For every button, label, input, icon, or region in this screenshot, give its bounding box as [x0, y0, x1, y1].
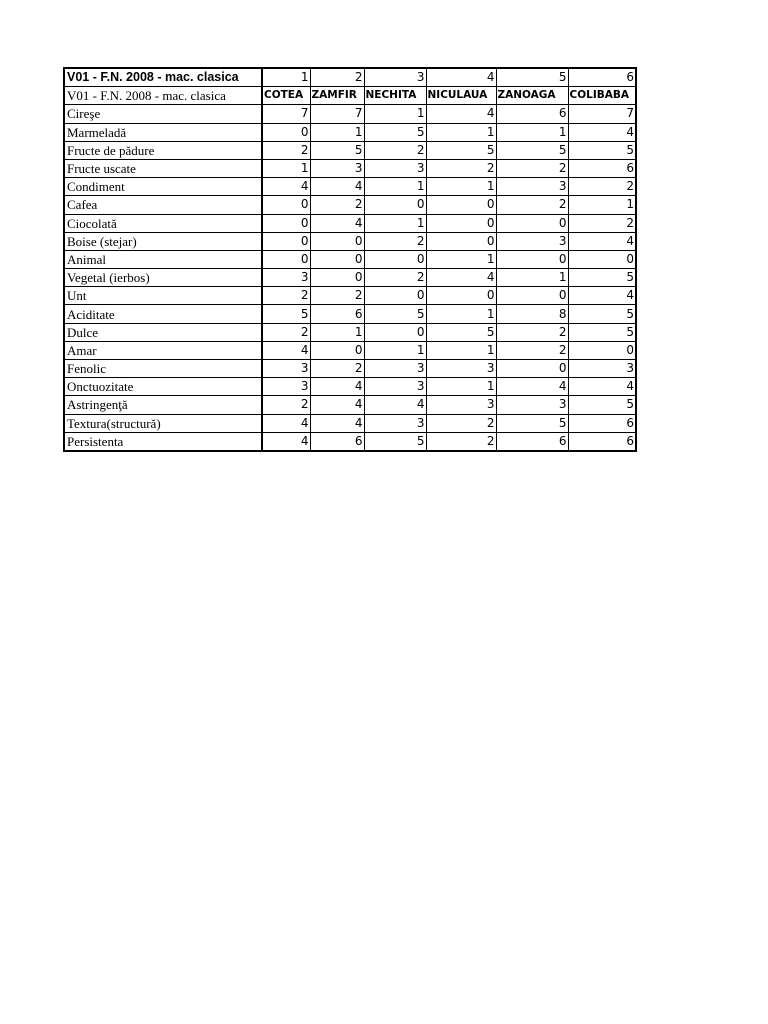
score-cell[interactable]: 3	[364, 159, 426, 177]
score-cell[interactable]: 0	[426, 214, 496, 232]
table-row	[64, 178, 636, 196]
header-zanoaga[interactable]: ZANOAGA	[496, 87, 568, 105]
score-cell[interactable]: 4	[310, 178, 364, 196]
score-cell[interactable]: 2	[426, 159, 496, 177]
score-cell[interactable]: 0	[310, 269, 364, 287]
score-cell[interactable]: 2	[310, 196, 364, 214]
score-cell[interactable]: 0	[496, 360, 568, 378]
score-cell[interactable]: 0	[364, 287, 426, 305]
row-label[interactable]: Persistenta	[64, 432, 262, 451]
table-row	[64, 159, 636, 177]
score-cell[interactable]: 3	[568, 360, 636, 378]
score-cell[interactable]: 2	[262, 287, 310, 305]
score-cell[interactable]: 2	[426, 432, 496, 451]
score-cell[interactable]: 6	[310, 432, 364, 451]
col-number-5[interactable]: 5	[496, 68, 568, 87]
table-row	[64, 305, 636, 323]
score-cell[interactable]: 1	[262, 159, 310, 177]
score-cell[interactable]: 7	[262, 105, 310, 123]
table-row	[64, 141, 636, 159]
score-cell[interactable]: 6	[496, 105, 568, 123]
score-cell[interactable]: 0	[364, 323, 426, 341]
score-cell[interactable]: 2	[310, 287, 364, 305]
row-label[interactable]: Textura(structură)	[64, 414, 262, 432]
score-cell[interactable]: 0	[496, 214, 568, 232]
score-cell[interactable]: 1	[364, 178, 426, 196]
table-row	[64, 123, 636, 141]
row-label[interactable]: Unt	[64, 287, 262, 305]
score-cell[interactable]: 4	[568, 232, 636, 250]
score-cell[interactable]: 0	[310, 232, 364, 250]
col-number-4[interactable]: 4	[426, 68, 496, 87]
score-cell[interactable]: 2	[496, 196, 568, 214]
score-cell[interactable]: 8	[496, 305, 568, 323]
score-cell[interactable]: 3	[496, 396, 568, 414]
score-cell[interactable]: 4	[310, 414, 364, 432]
score-cell[interactable]: 1	[496, 269, 568, 287]
score-cell[interactable]: 2	[496, 159, 568, 177]
score-cell[interactable]: 5	[568, 396, 636, 414]
score-cell[interactable]: 6	[310, 305, 364, 323]
score-cell[interactable]: 0	[262, 214, 310, 232]
score-cell[interactable]: 3	[496, 178, 568, 196]
score-cell[interactable]: 3	[262, 378, 310, 396]
score-cell[interactable]: 0	[496, 250, 568, 268]
col-number-6[interactable]: 6	[568, 68, 636, 87]
score-cell[interactable]: 2	[496, 323, 568, 341]
row-label[interactable]: Cafea	[64, 196, 262, 214]
score-cell[interactable]: 0	[364, 196, 426, 214]
score-cell[interactable]: 4	[262, 341, 310, 359]
score-cell[interactable]: 7	[568, 105, 636, 123]
score-cell[interactable]: 2	[364, 269, 426, 287]
score-cell[interactable]: 6	[568, 159, 636, 177]
table-row	[64, 396, 636, 414]
score-cell[interactable]: 4	[496, 378, 568, 396]
score-cell[interactable]: 0	[310, 250, 364, 268]
score-cell[interactable]: 1	[364, 214, 426, 232]
score-cell[interactable]: 1	[310, 323, 364, 341]
table-row	[64, 214, 636, 232]
row-label[interactable]: Aciditate	[64, 305, 262, 323]
header-colibaba[interactable]: COLIBABA	[568, 87, 636, 105]
score-cell[interactable]: 5	[364, 123, 426, 141]
score-cell[interactable]: 1	[364, 105, 426, 123]
score-cell[interactable]: 5	[496, 414, 568, 432]
col-number-1[interactable]: 1	[262, 68, 310, 87]
score-cell[interactable]: 1	[426, 178, 496, 196]
score-cell[interactable]: 1	[496, 123, 568, 141]
table-title[interactable]: V01 - F.N. 2008 - mac. clasica	[64, 68, 262, 87]
score-cell[interactable]: 5	[364, 432, 426, 451]
score-cell[interactable]: 4	[364, 396, 426, 414]
row-label[interactable]: Vegetal (ierbos)	[64, 269, 262, 287]
score-cell[interactable]: 2	[496, 341, 568, 359]
table-row	[64, 378, 636, 396]
title-row	[64, 68, 636, 87]
score-cell[interactable]: 3	[364, 360, 426, 378]
score-cell[interactable]: 1	[310, 123, 364, 141]
header-nechita[interactable]: NECHITA	[364, 87, 426, 105]
score-cell[interactable]: 2	[426, 414, 496, 432]
row-label[interactable]: Marmeladă	[64, 123, 262, 141]
row-label[interactable]: Fructe uscate	[64, 159, 262, 177]
score-cell[interactable]: 5	[426, 323, 496, 341]
score-cell[interactable]: 4	[426, 269, 496, 287]
score-cell[interactable]: 0	[568, 341, 636, 359]
row-label[interactable]: Boise (stejar)	[64, 232, 262, 250]
score-cell[interactable]: 4	[568, 287, 636, 305]
score-cell[interactable]: 4	[310, 378, 364, 396]
table-row	[64, 196, 636, 214]
header-zamfir[interactable]: ZAMFIR	[310, 87, 364, 105]
row-label[interactable]: Fructe de pădure	[64, 141, 262, 159]
table-row	[64, 105, 636, 123]
score-cell[interactable]: 2	[568, 214, 636, 232]
score-cell[interactable]: 6	[496, 432, 568, 451]
table-row	[64, 250, 636, 268]
score-cell[interactable]: 3	[426, 360, 496, 378]
table-row	[64, 341, 636, 359]
score-cell[interactable]: 5	[262, 305, 310, 323]
score-cell[interactable]: 0	[496, 287, 568, 305]
score-cell[interactable]: 5	[364, 305, 426, 323]
table-row	[64, 432, 636, 451]
score-cell[interactable]: 1	[364, 341, 426, 359]
col-number-2[interactable]: 2	[310, 68, 364, 87]
score-cell[interactable]: 0	[364, 250, 426, 268]
score-cell[interactable]: 2	[364, 141, 426, 159]
table-subtitle[interactable]: V01 - F.N. 2008 - mac. clasica	[64, 87, 262, 105]
score-cell[interactable]: 3	[496, 232, 568, 250]
score-cell[interactable]: 4	[426, 105, 496, 123]
row-label[interactable]: Ciocolată	[64, 214, 262, 232]
row-label[interactable]: Astringenţă	[64, 396, 262, 414]
spreadsheet-table	[63, 67, 637, 452]
header-niculaua[interactable]: NICULAUA	[426, 87, 496, 105]
score-cell[interactable]: 2	[364, 232, 426, 250]
score-cell[interactable]: 3	[262, 269, 310, 287]
score-cell[interactable]: 1	[426, 123, 496, 141]
score-cell[interactable]: 2	[310, 360, 364, 378]
score-cell[interactable]: 2	[262, 323, 310, 341]
table-row	[64, 360, 636, 378]
score-cell[interactable]: 3	[426, 396, 496, 414]
score-cell[interactable]: 2	[568, 178, 636, 196]
score-cell[interactable]: 0	[262, 123, 310, 141]
row-label[interactable]: Dulce	[64, 323, 262, 341]
score-cell[interactable]: 1	[426, 378, 496, 396]
score-cell[interactable]: 1	[568, 196, 636, 214]
row-label[interactable]: Condiment	[64, 178, 262, 196]
score-cell[interactable]: 4	[568, 378, 636, 396]
score-cell[interactable]: 5	[568, 305, 636, 323]
score-cell[interactable]: 6	[568, 432, 636, 451]
score-cell[interactable]: 4	[310, 396, 364, 414]
score-cell[interactable]: 1	[426, 341, 496, 359]
score-cell[interactable]: 4	[262, 432, 310, 451]
row-label[interactable]: Fenolic	[64, 360, 262, 378]
row-label[interactable]: Amar	[64, 341, 262, 359]
score-cell[interactable]: 5	[568, 323, 636, 341]
score-cell[interactable]: 3	[364, 378, 426, 396]
header-row	[64, 87, 636, 105]
table-row	[64, 287, 636, 305]
score-cell[interactable]: 1	[426, 305, 496, 323]
score-cell[interactable]: 4	[262, 178, 310, 196]
table-row	[64, 323, 636, 341]
score-cell[interactable]: 4	[310, 214, 364, 232]
score-cell[interactable]: 0	[262, 232, 310, 250]
score-cell[interactable]: 3	[262, 360, 310, 378]
score-cell[interactable]: 3	[310, 159, 364, 177]
score-cell[interactable]: 5	[310, 141, 364, 159]
score-cell[interactable]: 5	[568, 141, 636, 159]
score-cell[interactable]: 4	[262, 414, 310, 432]
row-label[interactable]: Cireşe	[64, 105, 262, 123]
score-cell[interactable]: 3	[364, 414, 426, 432]
score-cell[interactable]: 7	[310, 105, 364, 123]
score-cell[interactable]: 2	[262, 396, 310, 414]
score-cell[interactable]: 2	[262, 141, 310, 159]
col-number-3[interactable]: 3	[364, 68, 426, 87]
score-cell[interactable]: 5	[496, 141, 568, 159]
score-cell[interactable]: 5	[426, 141, 496, 159]
table-row	[64, 414, 636, 432]
row-label[interactable]: Onctuozitate	[64, 378, 262, 396]
score-cell[interactable]: 5	[568, 269, 636, 287]
table-row	[64, 269, 636, 287]
score-cell[interactable]: 0	[426, 232, 496, 250]
score-cell[interactable]: 0	[310, 341, 364, 359]
score-cell[interactable]: 1	[426, 250, 496, 268]
score-cell[interactable]: 0	[426, 196, 496, 214]
score-cell[interactable]: 0	[262, 196, 310, 214]
score-cell[interactable]: 0	[568, 250, 636, 268]
row-label[interactable]: Animal	[64, 250, 262, 268]
score-cell[interactable]: 6	[568, 414, 636, 432]
score-cell[interactable]: 4	[568, 123, 636, 141]
score-cell[interactable]: 0	[262, 250, 310, 268]
header-cotea[interactable]: COTEA	[262, 87, 310, 105]
table-row	[64, 232, 636, 250]
score-cell[interactable]: 0	[426, 287, 496, 305]
